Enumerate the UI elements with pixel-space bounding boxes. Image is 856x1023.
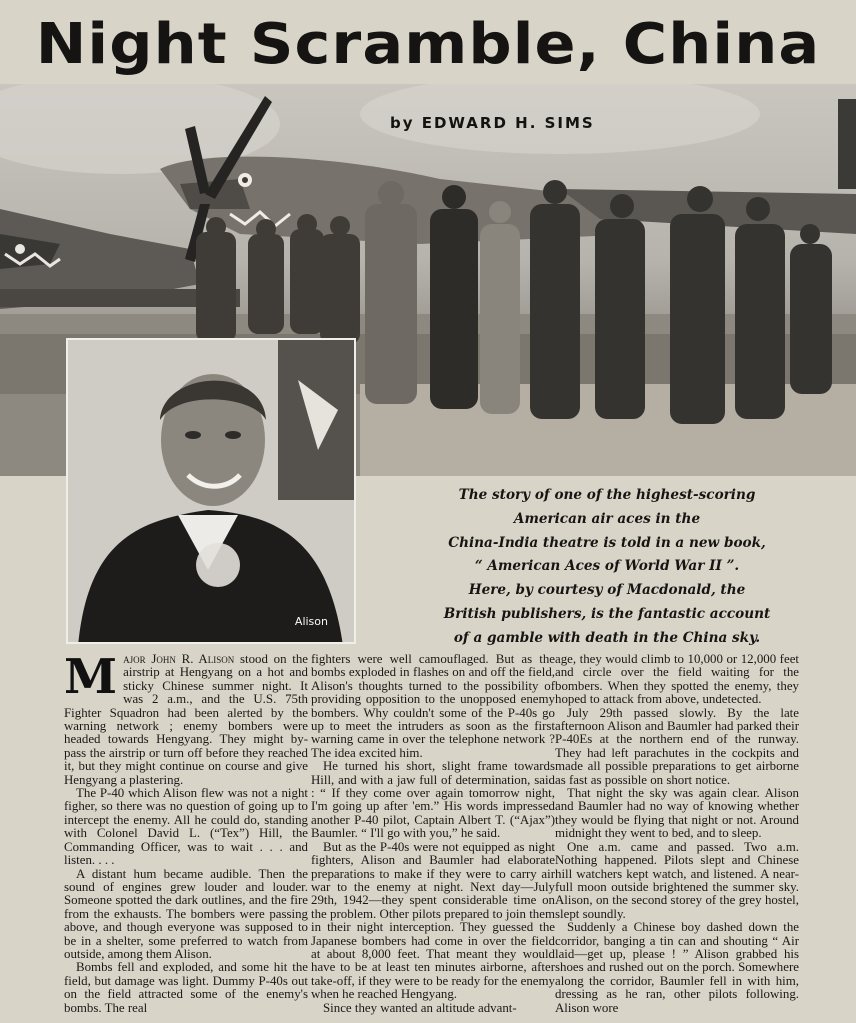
paragraph: That night the sky was again clear. Alison and Baumler had no way of knowing whether they would be flying that night or not. Around midnight they went to bed, and to sleep. [555,786,799,841]
paragraph-text: stood on the airstrip at Hengyang on a hot and sticky Chinese summer night. It was 2 a.m., and the U.S. 75th Fighter Squadron had been alerted by the warning network ; enemy bombers were headed towards Hengyang. They might by-pass the airstrip or turn off before they reached it, but they might continue on course and give Hengyang a plastering. [64,653,308,787]
portrait-caption: Alison [294,615,328,628]
intro-line: British publishers, is the fantastic account [443,605,771,622]
paragraph: Since they wanted an altitude advant- [323,1000,517,1015]
article-title: Night Scramble, China [35,12,821,77]
intro-line: The story of one of the highest-scoring [458,487,756,503]
lead-in: ajor John R. Alison [123,653,235,666]
paragraph: Bombs fell and exploded, and some hit the field, but damage was light. Dummy P-40s out on the field attracted some of the enemy's bombs. The real [64,960,308,1015]
paragraph: fighters were well camouflaged. But as the bombs exploded in flashes on and off the field, Alison's thoughts turned to the possibility of providing opposition to the unopposed enemy bombers. Why couldn't some of the P-40s go up to meet the intruders as soon as the first warning came in over the telephone network ? The idea excited him. [311,653,555,760]
drop-cap: M [64,653,118,705]
paragraph: A distant hum became audible. Then the sound of engines grew louder and louder. Someone spotted the dark outlines, and the fire from the exhausts. The bombers were passing above, and though everyone was supposed to be in a shelter, some preferred to watch from outside, among them Alison. [64,866,308,961]
paragraph: He turned his short, slight frame towards Hill, and with a jaw full of determination, said : “ If they come over again tomorrow night, I'm going up after 'em.” His words impressed another P-40 pilot, Captain Albert T. (“Ajax”) Baumler. “ I'll go with you,” he said. [311,759,555,841]
paragraph: But as the P-40s were not equipped as night fighters, Alison and Baumler had elaborate preparations to make if they were to carry air war to the enemy at night. Next day—July 29th, 1942—they spent considerable time on the problem. Other pilots prepared to join them in their night interception. They guessed the Japanese bombers had come in over the field at about 8,000 feet. That meant they would have to be at least ten minutes airborne, after take-off, if they were to be ready for the enemy when he reached Hengyang. [311,839,555,1002]
body-column-3 [555,653,799,1021]
byline: by EDWARD H. SIMS [390,114,595,132]
paragraph: Suddenly a Chinese boy dashed down the corridor, banging a tin can and shouting “ Air laid—get up, please ! ” Alison grabbed his shoes and rushed out on the porch. Somewhere along the corridor, Baumler fell in with him, dressing as he ran, other pilots following. Alison wore [555,920,799,1015]
intro-line: “ American Aces of World War II ”. [474,558,740,575]
body-column-2 [311,653,555,1021]
intro-line: American air aces in the [513,510,701,527]
intro-line: Here, by courtesy of Macdonald, the [468,582,746,599]
paragraph: age, they would climb to 10,000 or 12,000 feet and circle over the field waiting for the bombers. When they spotted the enemy, they hoped to attack from above, undetected. [555,653,799,707]
paragraph: The P-40 which Alison flew was not a night figher, so there was no question of going up to intercept the enemy. All he could do, standing with Colonel David L. (“Tex”) Hill, the Commanding Officer, was to wait . . . and listen. . . . [64,786,308,868]
intro-blurb [372,484,842,651]
pilot-portrait-illustration [68,340,356,644]
intro-line: of a gamble with death in the China sky. [453,629,761,646]
portrait-photo [66,338,356,644]
body-column-1 [64,653,308,1021]
paragraph: July 29th passed slowly. By the late afternoon Alison and Baumler had parked their P-40Es at the northern end of the runway. They had left parachutes in the cockpits and made all possible preparations to get airborne as fast as possible on short notice. [555,705,799,787]
paragraph: One a.m. came and passed. Two a.m. Nothing happened. Pilots slept and Chinese hill watchers kept watch, and listened. A near-full moon outside brightened the summer sky. Alison, on the second storey of the grey hostel, slept soundly. [555,839,799,921]
intro-line: China-India theatre is told in a new book, [448,534,766,551]
paragraph [64,653,308,787]
